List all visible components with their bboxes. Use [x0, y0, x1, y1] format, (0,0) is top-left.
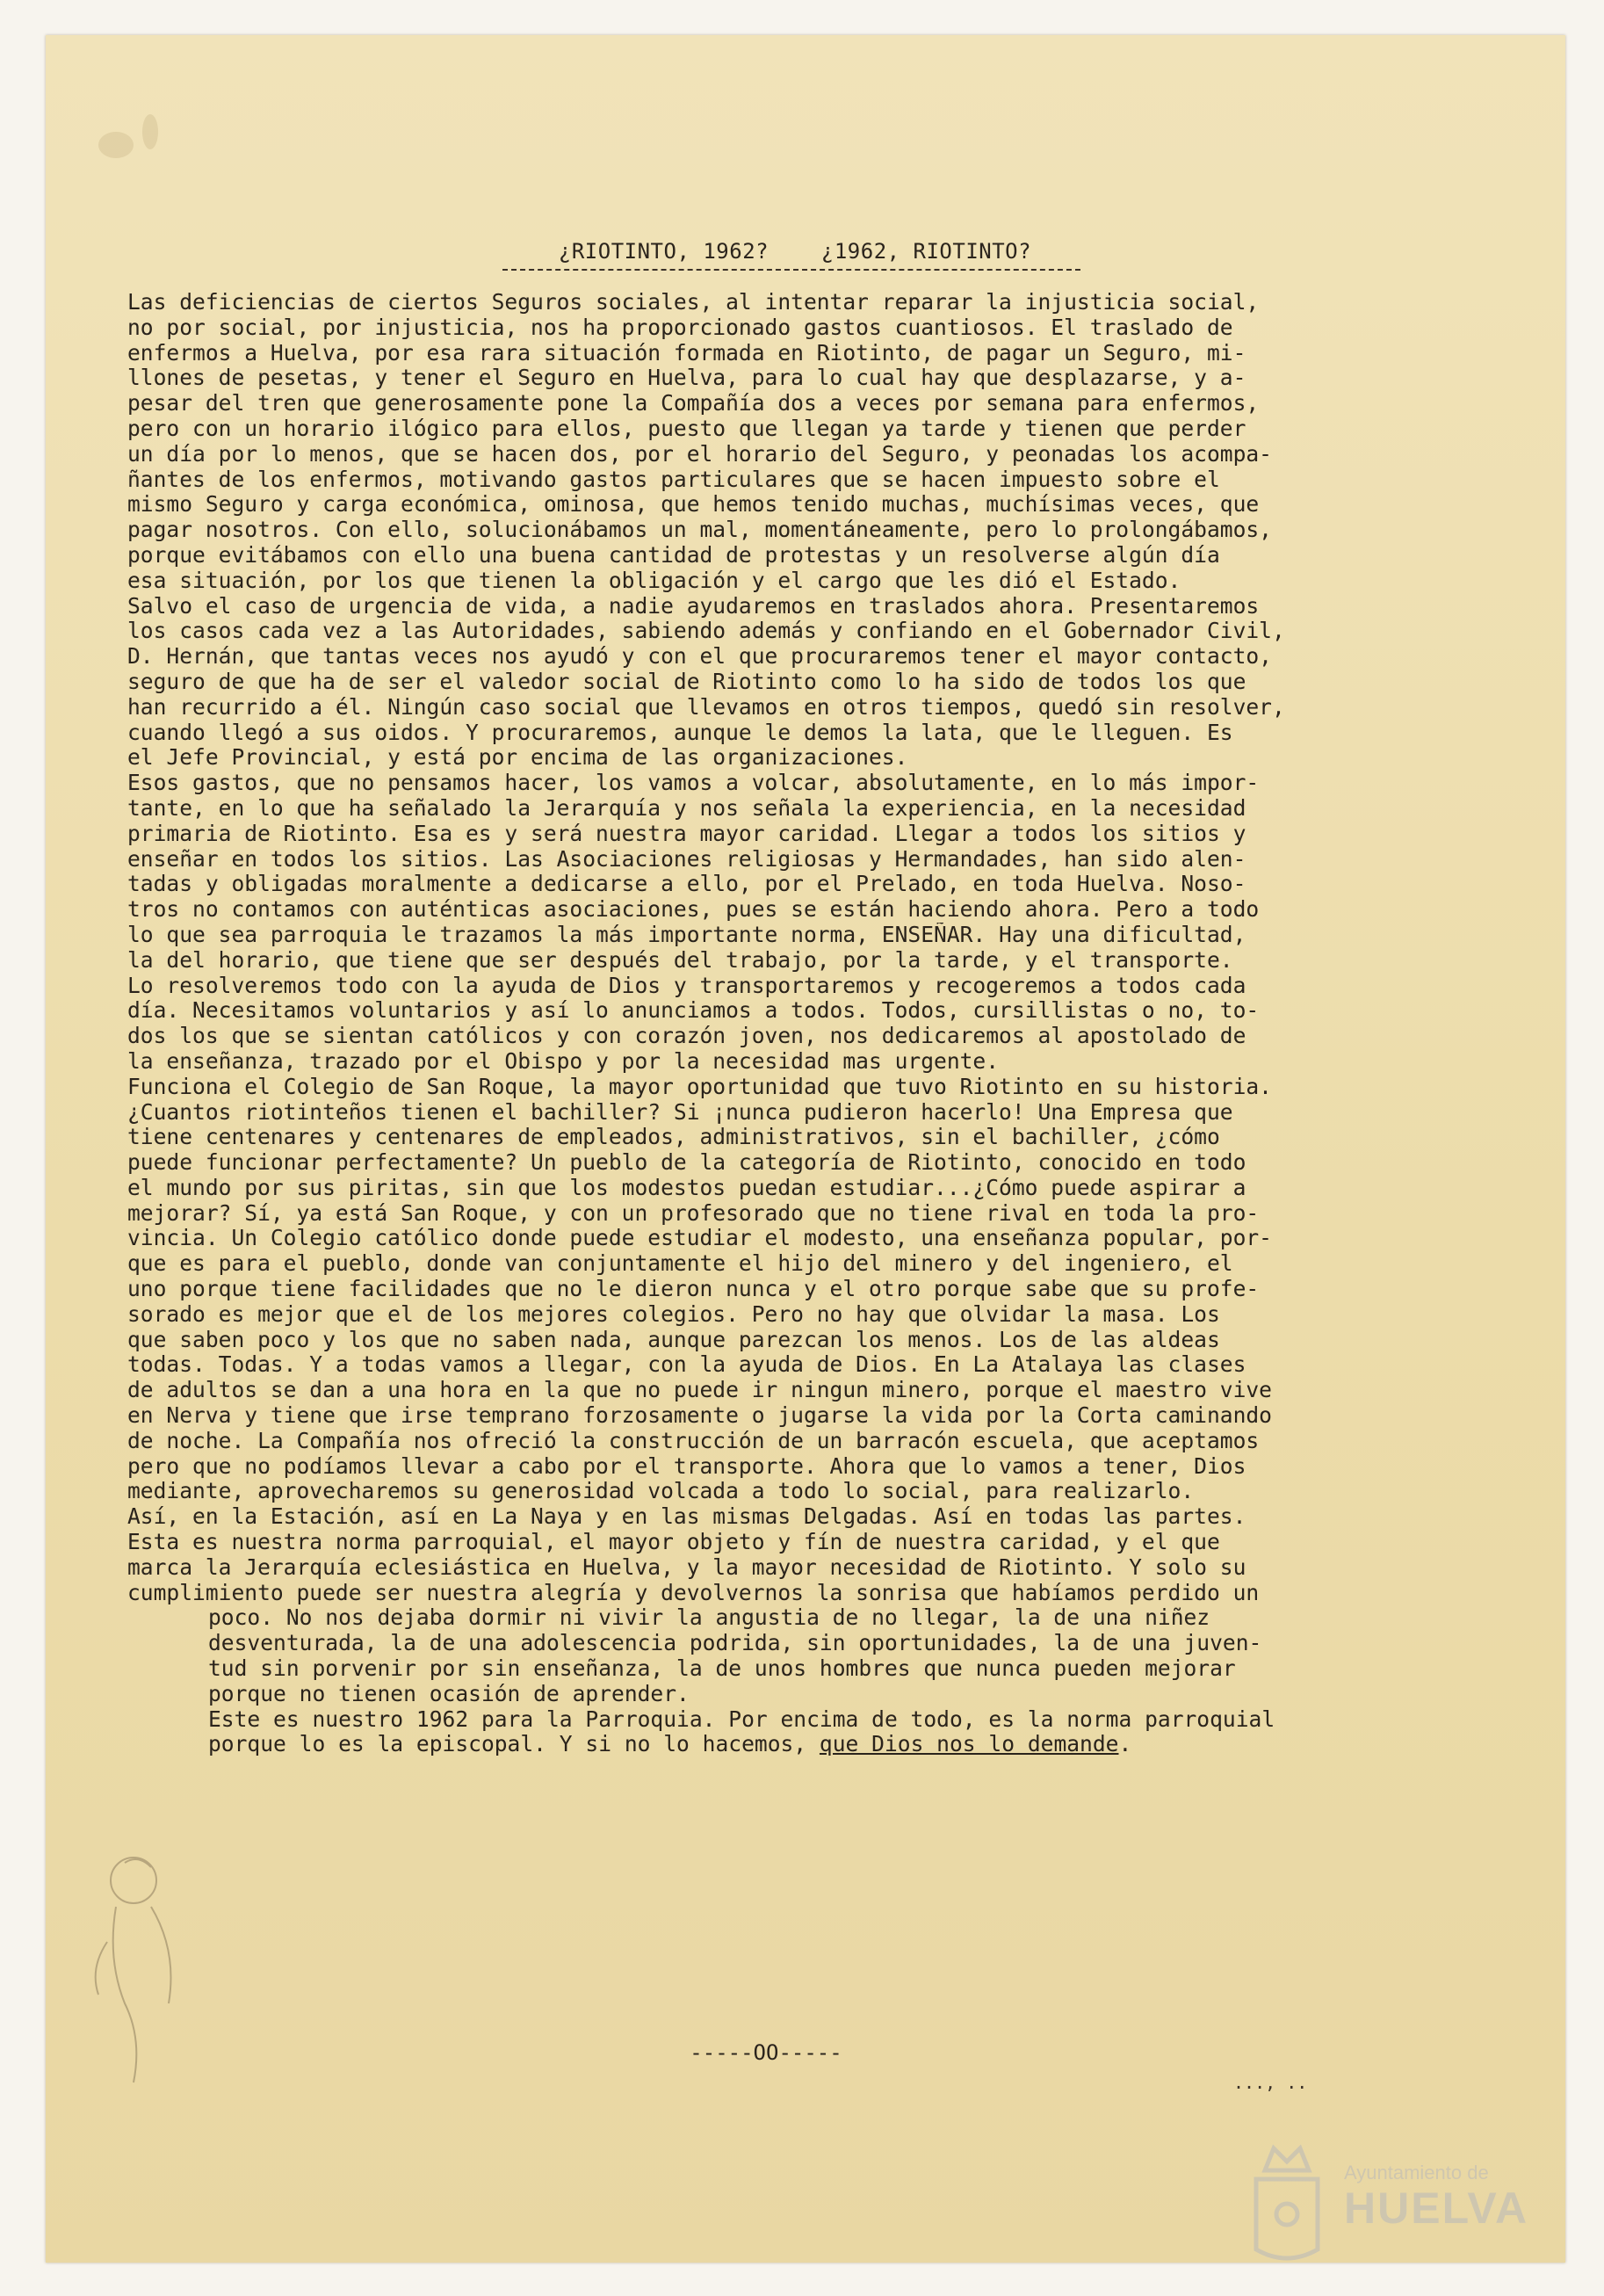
document-sheet	[46, 35, 1565, 2263]
body-line: ñantes de los enfermos, motivando gastos particulares que se hacen impuesto sobre el	[127, 467, 1220, 492]
body-line: primaria de Riotinto. Esa es y será nuestra mayor caridad. Llegar a todos los sitios y	[127, 821, 1246, 846]
body-line: enfermos a Huelva, por esa rara situación formada en Riotinto, de pagar un Seguro, mi-	[127, 340, 1246, 366]
body-line: Salvo el caso de urgencia de vida, a nadie ayudaremos en traslados ahora. Presentaremos	[127, 593, 1260, 619]
body-line: día. Necesitamos voluntarios y así lo anunciamos a todos. Todos, cursillistas o no, to-	[127, 998, 1260, 1024]
body-line: porque evitábamos con ello una buena cantidad de protestas y un resolverse algún día	[127, 542, 1220, 568]
body-line: de adultos se dan a una hora en la que no puede ir ningun minero, porque el maestro vive	[127, 1378, 1272, 1403]
body-line: pesar del tren que generosamente pone la Compañía dos a veces por semana para enfermos,	[127, 391, 1260, 416]
title-underline	[502, 269, 1080, 271]
body-line: mejorar? Sí, ya está San Roque, y con un profesorado que no tiene rival en toda la pro-	[127, 1200, 1260, 1226]
body-line: Esos gastos, que no pensamos hacer, los vamos a volcar, absolutamente, en lo más impor-	[127, 771, 1260, 796]
body-line: no por social, por injusticia, nos ha proporcionado gastos cuantiosos. El traslado de	[127, 315, 1233, 340]
body-line: de noche. La Compañía nos ofreció la construcción de un barracón escuela, que aceptamos	[127, 1428, 1260, 1453]
body-line: ¿Cuantos riotinteños tienen el bachiller? Si ¡nunca pudieron hacerlo! Una Empresa que	[127, 1099, 1233, 1125]
body-line: Las deficiencias de ciertos Seguros sociales, al intentar reparar la injusticia social,	[127, 290, 1260, 315]
body-line: pero que no podíamos llevar a cabo por el transporte. Ahora que lo vamos a tener, Dios	[127, 1453, 1246, 1479]
document-title: ¿RIOTINTO, 1962? ¿1962, RIOTINTO?	[558, 239, 1032, 264]
final-line-suffix: .	[1118, 1732, 1132, 1757]
body-line: tante, en lo que ha señalado la Jerarquía y nos señala la experiencia, en la necesidad	[127, 795, 1246, 821]
body-line: tiene centenares y centenares de empleados, administrativos, sin el bachiller, ¿cómo	[127, 1125, 1220, 1150]
indented-paragraph-block	[127, 1605, 1498, 1732]
faded-sketch-drawing	[72, 1828, 248, 2091]
body-line: Funciona el Colegio de San Roque, la mayor oportunidad que tuvo Riotinto en su historia.	[127, 1074, 1272, 1099]
body-line: llones de pesetas, y tener el Seguro en Huelva, para lo cual hay que desplazarse, y a-	[127, 366, 1246, 391]
watermark-line1: Ayuntamiento de	[1344, 2162, 1489, 2184]
body-line-indented: tud sin porvenir por sin enseñanza, la de unos hombres que nunca pueden mejorar	[208, 1656, 1236, 1682]
body-line: D. Hernán, que tantas veces nos ayudó y con el que procuraremos tener el mayor contacto,	[127, 644, 1272, 670]
body-line: esa situación, por los que tienen la obligación y el cargo que les dió el Estado.	[127, 568, 1181, 593]
document-body	[127, 290, 1498, 1757]
body-line: han recurrido a él. Ningún caso social que llevamos en otros tiempos, quedó sin resolver,	[127, 694, 1285, 720]
body-line: la del horario, que tiene que ser después del trabajo, por la tarde, y el transporte.	[127, 947, 1233, 973]
body-line: enseñar en todos los sitios. Las Asociaciones religiosas y Hermandades, han sido alen-	[127, 846, 1246, 872]
main-paragraph-block	[127, 290, 1498, 1605]
body-line: la enseñanza, trazado por el Obispo y por la necesidad mas urgente.	[127, 1048, 1000, 1074]
body-line-indented: Este es nuestro 1962 para la Parroquia. Por encima de todo, es la norma parroquial	[208, 1706, 1275, 1732]
body-line: que es para el pueblo, donde van conjuntamente el hijo del minero y del ingeniero, el	[127, 1251, 1233, 1277]
body-line: el Jefe Provincial, y está por encima de las organizaciones.	[127, 745, 908, 771]
final-line-underlined: que Dios nos lo demande	[819, 1732, 1119, 1757]
body-line: mediante, aprovecharemos su generosidad volcada a todo lo social, para realizarlo.	[127, 1479, 1195, 1504]
body-line: pero con un horario ilógico para ellos, puesto que llegan ya tarde y tienen que perder	[127, 416, 1246, 441]
body-line: Así, en la Estación, así en La Naya y en las mismas Delgadas. Así en todas las partes.	[127, 1504, 1246, 1530]
body-line: sorado es mejor que el de los mejores colegios. Pero no hay que olvidar la masa. Los	[127, 1301, 1220, 1327]
body-line-indented: porque no tienen ocasión de aprender.	[208, 1681, 690, 1706]
body-line: Esta es nuestra norma parroquial, el mayor objeto y fín de nuestra caridad, y el que	[127, 1530, 1220, 1555]
body-line: dos los que se sientan católicos y con corazón joven, nos dedicaremos al apostolado de	[127, 1024, 1246, 1049]
paper-stain	[98, 132, 134, 158]
page-mark: ..., ..	[1233, 2072, 1308, 2093]
body-line: el mundo por sus piritas, sin que los modestos puedan estudiar...¿Cómo puede aspirar a	[127, 1175, 1246, 1200]
final-line	[127, 1732, 1498, 1757]
body-line: marca la Jerarquía eclesiástica en Huelva, y la mayor necesidad de Riotinto. Y solo su	[127, 1554, 1246, 1580]
body-line: en Nerva y tiene que irse temprano forzosamente o jugarse la vida por la Corta caminando	[127, 1403, 1272, 1429]
body-line: que saben poco y los que no saben nada, aunque parezcan los menos. Los de las aldeas	[127, 1327, 1220, 1352]
body-line: vincia. Un Colegio católico donde puede estudiar el modesto, una enseñanza popular, por-	[127, 1226, 1272, 1251]
body-line-indented: poco. No nos dejaba dormir ni vivir la angustia de no llegar, la de una niñez	[208, 1605, 1210, 1631]
body-line: cuando llegó a sus oidos. Y procuraremos, aunque le demos la lata, que le lleguen. Es	[127, 720, 1233, 745]
body-line: cumplimiento puede ser nuestra alegría y devolvernos la sonrisa que habíamos perdido un	[127, 1580, 1260, 1605]
paper-stain	[142, 114, 158, 149]
body-line: puede funcionar perfectamente? Un pueblo de la categoría de Riotinto, conocido en todo	[127, 1150, 1246, 1176]
body-line: pagar nosotros. Con ello, solucionábamos un mal, momentáneamente, pero lo prolongábamos,	[127, 518, 1272, 543]
body-line: uno porque tiene facilidades que no le dieron nunca y el otro porque sabe que su profe-	[127, 1277, 1260, 1302]
body-line: lo que sea parroquia le trazamos la más importante norma, ENSEÑAR. Hay una dificultad,	[127, 922, 1246, 947]
body-line: seguro de que ha de ser el valedor social de Riotinto como lo ha sido de todos los que	[127, 669, 1246, 694]
body-line: tadas y obligadas moralmente a dedicarse a ello, por el Prelado, en toda Huelva. Noso-	[127, 872, 1246, 897]
watermark-line2: HUELVA	[1344, 2184, 1529, 2233]
body-line: un día por lo menos, que se hacen dos, por el horario del Seguro, y peonadas los acompa-	[127, 441, 1272, 467]
body-line-indented: desventurada, la de una adolescencia podrida, sin oportunidades, la de una juven-	[208, 1631, 1262, 1656]
final-line-prefix: porque lo es la episcopal. Y si no lo hacemos,	[208, 1732, 820, 1757]
body-line: los casos cada vez a las Autoridades, sabiendo además y confiando en el Gobernador Civil,	[127, 619, 1285, 644]
closing-mark: -----OO-----	[690, 2040, 842, 2065]
body-line: tros no contamos con auténticas asociaciones, pues se están haciendo ahora. Pero a todo	[127, 897, 1260, 923]
body-line: todas. Todas. Y a todas vamos a llegar, con la ayuda de Dios. En La Atalaya las clases	[127, 1352, 1246, 1378]
watermark-text-block	[1239, 2126, 1537, 2267]
body-line: mismo Seguro y carga económica, ominosa, que hemos tenido muchas, muchísimas veces, que	[127, 492, 1260, 518]
body-line: Lo resolveremos todo con la ayuda de Dios y transportaremos y recogeremos a todos cada	[127, 973, 1246, 998]
